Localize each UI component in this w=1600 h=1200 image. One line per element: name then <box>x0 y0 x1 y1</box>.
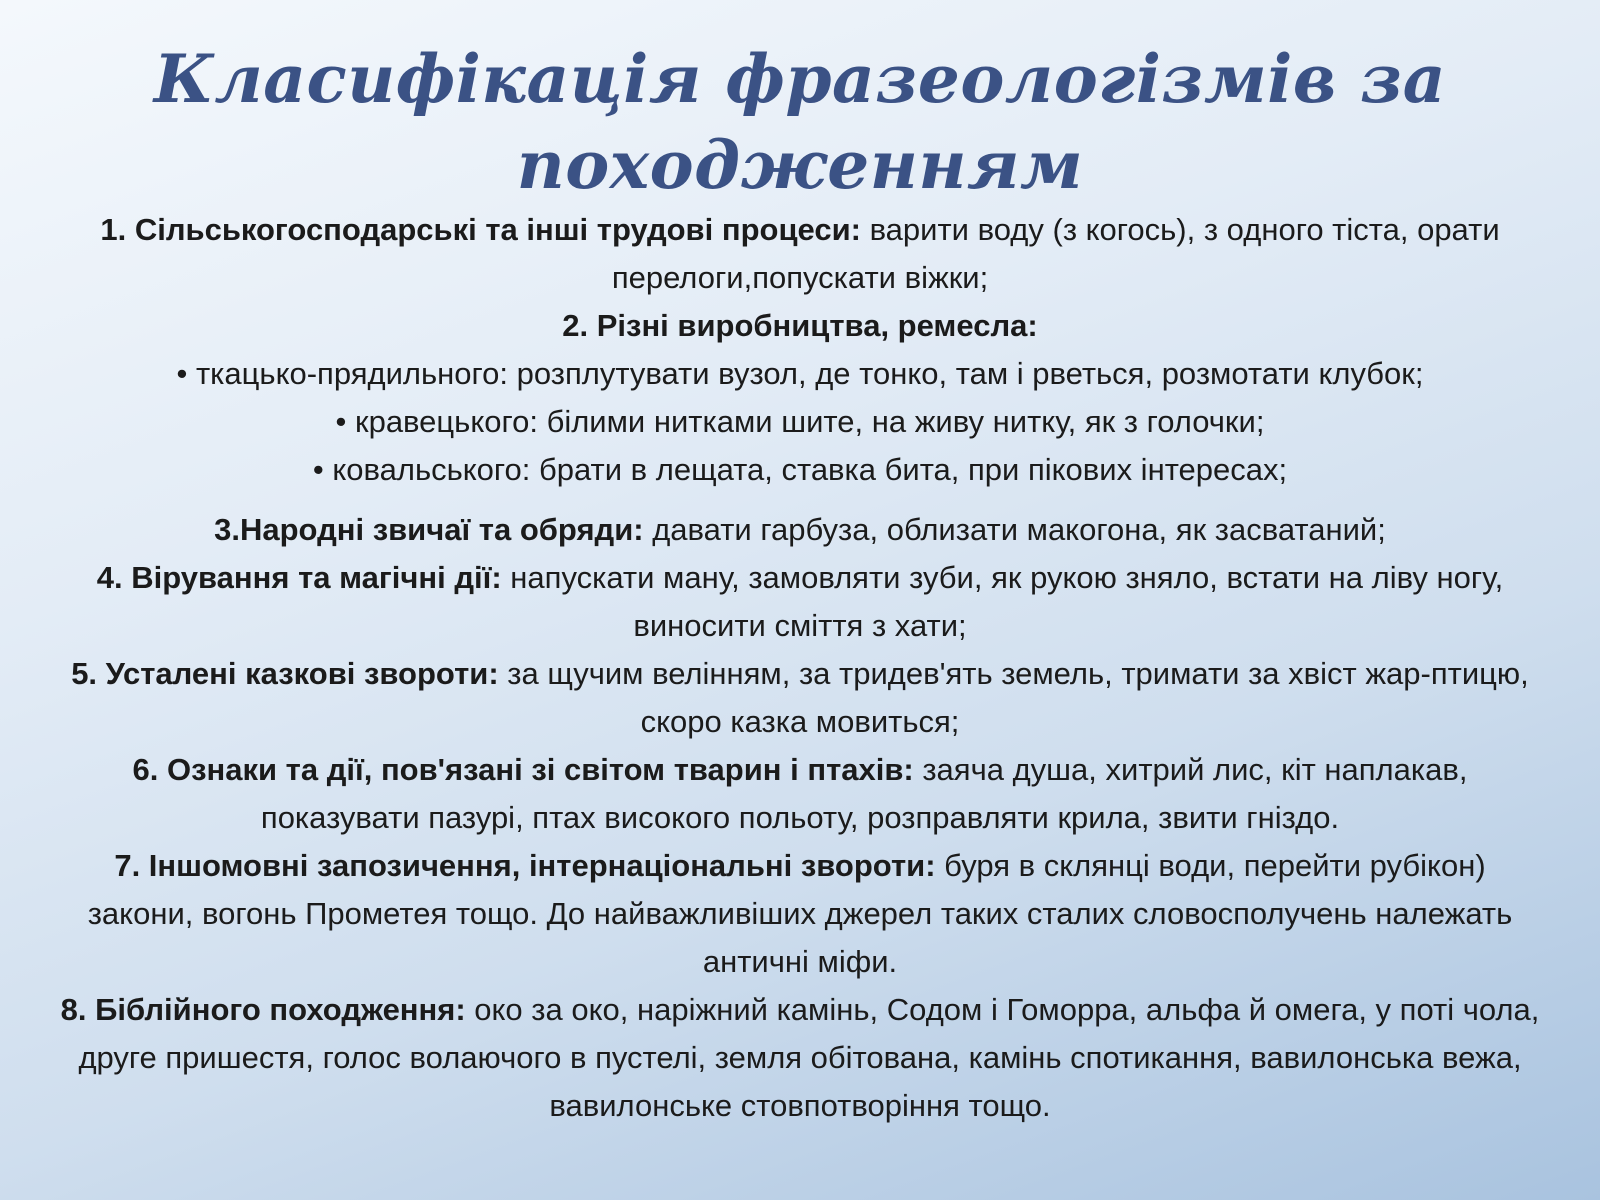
bullet-weaving <box>60 350 1540 398</box>
paragraph-text: давати гарбуза, облизати макогона, як засватаний; <box>643 512 1386 547</box>
paragraph-text: варити воду (з когось), з одного тіста, орати перелоги,попускати віжки; <box>611 212 1500 295</box>
paragraph-text: • кравецького: білими нитками шите, на живу нитку, як з голочки; <box>335 404 1265 439</box>
paragraph-text: за щучим велінням, за тридев'ять земель, тримати за хвіст жар-птицю, скоро казка мовиться; <box>498 656 1529 739</box>
paragraph-5 <box>60 650 1540 746</box>
paragraph-heading: 5. Усталені казкові звороти: <box>71 656 499 691</box>
paragraph-1 <box>60 206 1540 302</box>
paragraph-text: • ткацько-прядильного: розплутувати вузол, де тонко, там і рветься, розмотати клубок; <box>176 356 1424 391</box>
paragraph-heading: 1. Сільськогосподарські та інші трудові процеси: <box>100 212 861 247</box>
paragraph-text: напускати ману, замовляти зуби, як рукою зняло, встати на ліву ногу, виносити сміття з хати; <box>501 560 1504 643</box>
slide-body <box>60 206 1540 1130</box>
paragraph-heading: 6. Ознаки та дії, пов'язані зі світом тварин і птахів: <box>132 752 914 787</box>
bullet-blacksmith <box>60 446 1540 494</box>
paragraph-2 <box>60 302 1540 350</box>
paragraph-heading: 2. Різні виробництва, ремесла: <box>562 308 1038 343</box>
paragraph-3 <box>60 506 1540 554</box>
paragraph-heading: 7. Іншомовні запозичення, інтернаціональні звороти: <box>114 848 936 883</box>
paragraph-text: • ковальського: брати в лещата, ставка бита, при пікових інтересах; <box>312 452 1288 487</box>
slide-title: Класифікація фразеологізмів за походженням <box>153 40 1447 204</box>
paragraph-7 <box>60 842 1540 986</box>
paragraph-text: буря в склянці води, перейти рубікон) закони, вогонь Прометея тощо. До найважливіших джерел таких сталих словосполучень належать античні міфи. <box>87 848 1513 979</box>
paragraph-4 <box>60 554 1540 650</box>
paragraph-6 <box>60 746 1540 842</box>
paragraph-heading: 3.Народні звичаї та обряди: <box>214 512 644 547</box>
paragraph-heading: 4. Вірування та магічні дії: <box>96 560 502 595</box>
paragraph-heading: 8. Біблійного походження: <box>60 992 466 1027</box>
paragraph-8 <box>60 986 1540 1130</box>
bullet-tailoring <box>60 398 1540 446</box>
paragraph-text: око за око, наріжний камінь, Содом і Гоморра, альфа й омега, у поті чола, друге пришестя, голос волаючого в пустелі, земля обітована, камінь спотикання, вавилонська вежа, вавилонське стовпотворіння тощо. <box>78 992 1540 1123</box>
paragraph-text: заяча душа, хитрий лис, кіт наплакав, показувати пазурі, птах високого польоту, розправляти крила, звити гніздо. <box>260 752 1468 835</box>
